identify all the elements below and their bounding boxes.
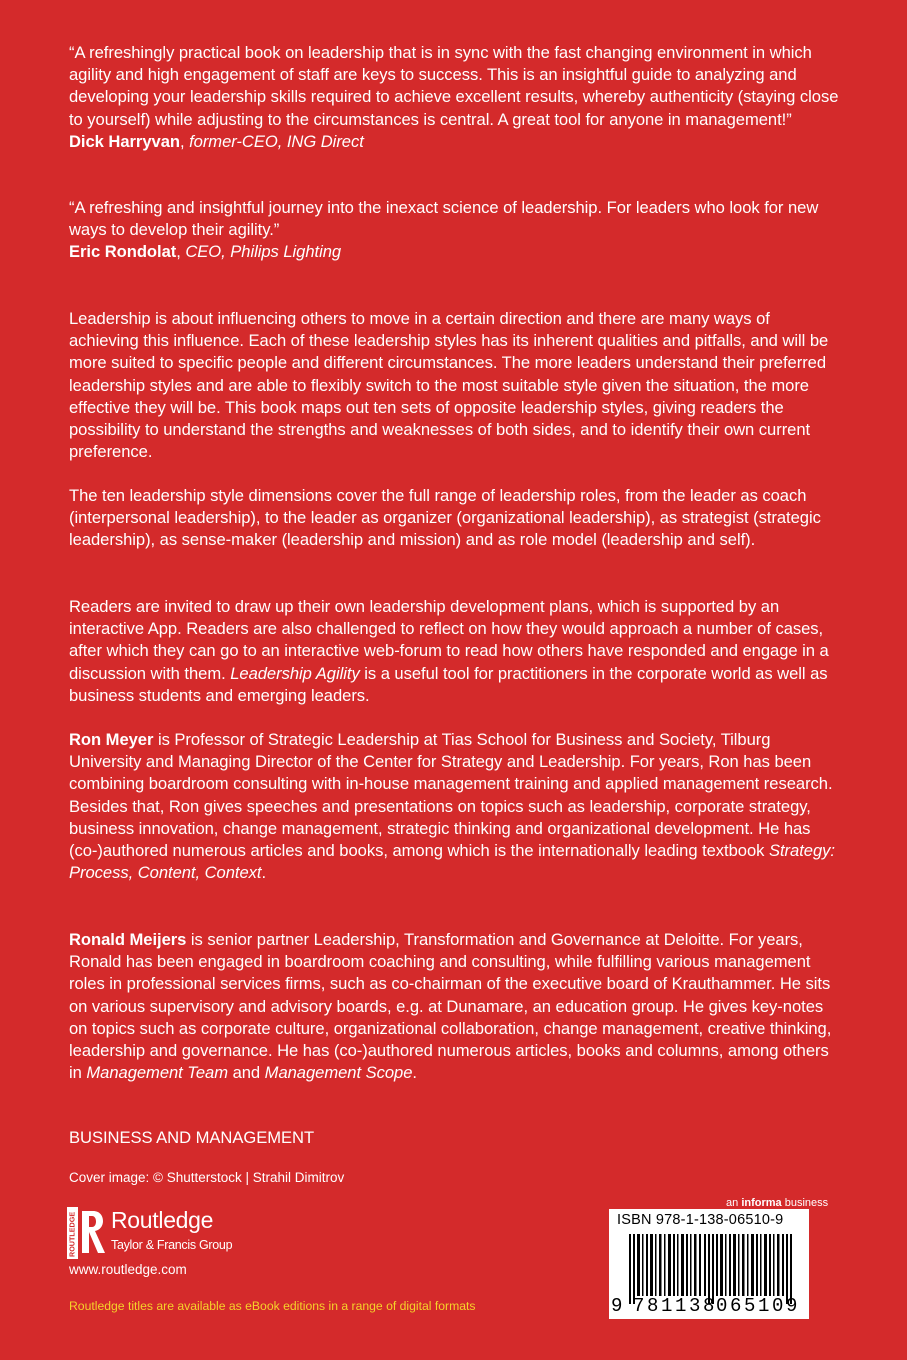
quote-author: Dick Harryvan: [69, 131, 180, 151]
blurb-paragraph-2: [69, 485, 839, 552]
book-title: Strategy: Process, Content, Context: [69, 841, 835, 883]
publisher-group: Taylor & Francis Group: [111, 1238, 233, 1252]
quote-author: Eric Rondolat: [69, 242, 177, 262]
routledge-logo: [67, 1207, 267, 1259]
quote-text: “A refreshing and insightful journey into the inexact science of leadership. For leaders who look for new ways to develop their agility.”: [69, 198, 819, 240]
blurb-text: The ten leadership style dimensions cover the full range of leadership roles, from the leader as coach (interpersonal leadership), to the leader as organizer (organizational leadership), as strategist (strategic leadership), as sense-maker (leadership and mission) and as role model (leadership and self).: [69, 486, 821, 550]
quote-role: former-CEO, ING Direct: [189, 131, 364, 151]
barcode-digit-first: 9: [611, 1295, 623, 1317]
blurb-text-part: is a useful tool for practitioners in the corporate world as well as business students and emerging leaders.: [69, 663, 828, 705]
quote-attribution: Eric Rondolat, CEO, Philips Lighting: [69, 242, 342, 262]
blurb-text: Leadership is about influencing others to move in a certain direction and there are many ways of achieving this influence. Each of these leadership styles has its inherent qualities and pitfalls, and will be more suited to specific people and different circumstances. The more leaders understand their preferred leadership styles and are able to flexibly switch to the most suitable style given the situation, the more effective they will be. This book maps out ten sets of opposite leadership styles, giving readers the possibility to understand the strengths and weaknesses of both sides, and to identify their own current preference.: [69, 309, 829, 462]
bio-text: [69, 929, 839, 1084]
isbn-barcode: [609, 1209, 809, 1319]
barcode-digits: [609, 1295, 809, 1317]
publisher-name: Routledge: [111, 1207, 214, 1233]
isbn-label: ISBN 978-1-138-06510-9: [617, 1212, 784, 1228]
informa-suffix: business: [784, 1197, 829, 1209]
routledge-logo-icon: [67, 1207, 111, 1259]
endorsement-quote-2: [69, 197, 839, 264]
blurb-paragraph-1: [69, 308, 839, 463]
author-bio-ronald-meijers: [69, 929, 839, 1084]
quote-text: “A refreshingly practical book on leadership that is in sync with the fast changing environment in which agility and high engagement of staff are keys to success. This is an insightful guide to analyzing and developing your leadership skills required to achieve excellent results, whereby authenticity (staying close to yourself) while adjusting to the circumstances is central. A great tool for anyone in management!”: [69, 43, 839, 129]
quote-attribution: Dick Harryvan, former-CEO, ING Direct: [69, 131, 364, 151]
bio-end: .: [261, 863, 267, 883]
subject-category: BUSINESS AND MANAGEMENT: [69, 1128, 315, 1147]
bio-body: is Professor of Strategic Leadership at Tias School for Business and Society, Tilburg University and Managing Director of the Center for Strategy and Leadership. For years, Ron has been combining boardroom consulting with in-house management training and applied management research. Besides that, Ron gives speeches and presentations on topics such as leadership, corporate strategy, business innovation, change management, strategic thinking and organizational development. He has (co-)authored numerous articles and books, among which is the internationally leading textbook: [69, 730, 833, 861]
bio-end: .: [412, 1063, 417, 1083]
bio-text: [69, 729, 839, 884]
author-name: Ronald Meijers: [69, 930, 187, 949]
endorsement-quote-1: [69, 42, 839, 153]
barcode-digits-right: 065109: [716, 1295, 801, 1317]
informa-prefix: an: [726, 1197, 739, 1209]
publication-title: Management Team: [86, 1063, 228, 1083]
informa-brand: informa: [741, 1197, 782, 1209]
book-title: Leadership Agility: [230, 663, 360, 683]
blurb-paragraph-3: [69, 596, 839, 707]
barcode-digits-left: 781138: [633, 1295, 718, 1317]
blurb-text-part: Readers are invited to draw up their own leadership development plans, which is supported by an interactive App. Readers are also challenged to reflect on how they would approach a number of cases, after which they can go to an interactive web-forum to read how others have responded and engage in a discussion with them.: [69, 597, 829, 683]
bio-conjunction: and: [232, 1063, 261, 1083]
informa-tagline: [726, 1197, 828, 1209]
publication-title: Management Scope: [264, 1063, 413, 1083]
quote-role: CEO, Philips Lighting: [185, 242, 342, 262]
bio-body: is senior partner Leadership, Transformation and Governance at Deloitte. For years, Ronald has been engaged in boardroom coaching and consulting, while fulfilling various management roles in professional services firms, such as co-chairman of the executive board of Krauthammer. He sits on various supervisory and advisory boards, e.g. at Dunamare, an education group. He gives key-notes on topics such as corporate culture, organizational collaboration, change management, creative thinking, leadership and governance. He has (co-)authored numerous articles, books and columns, among others in: [69, 930, 832, 1083]
blurb-text: [69, 596, 839, 707]
author-name: Ron Meyer: [69, 730, 154, 749]
publisher-website[interactable]: www.routledge.com: [69, 1262, 187, 1277]
logo-vertical-text: ROUTLEDGE: [67, 1211, 77, 1257]
ebook-note: Routledge titles are available as eBook editions in a range of digital formats: [69, 1299, 476, 1313]
author-bio-ron-meyer: [69, 729, 839, 884]
cover-credit: Cover image: © Shutterstock | Strahil Dimitrov: [69, 1170, 345, 1185]
